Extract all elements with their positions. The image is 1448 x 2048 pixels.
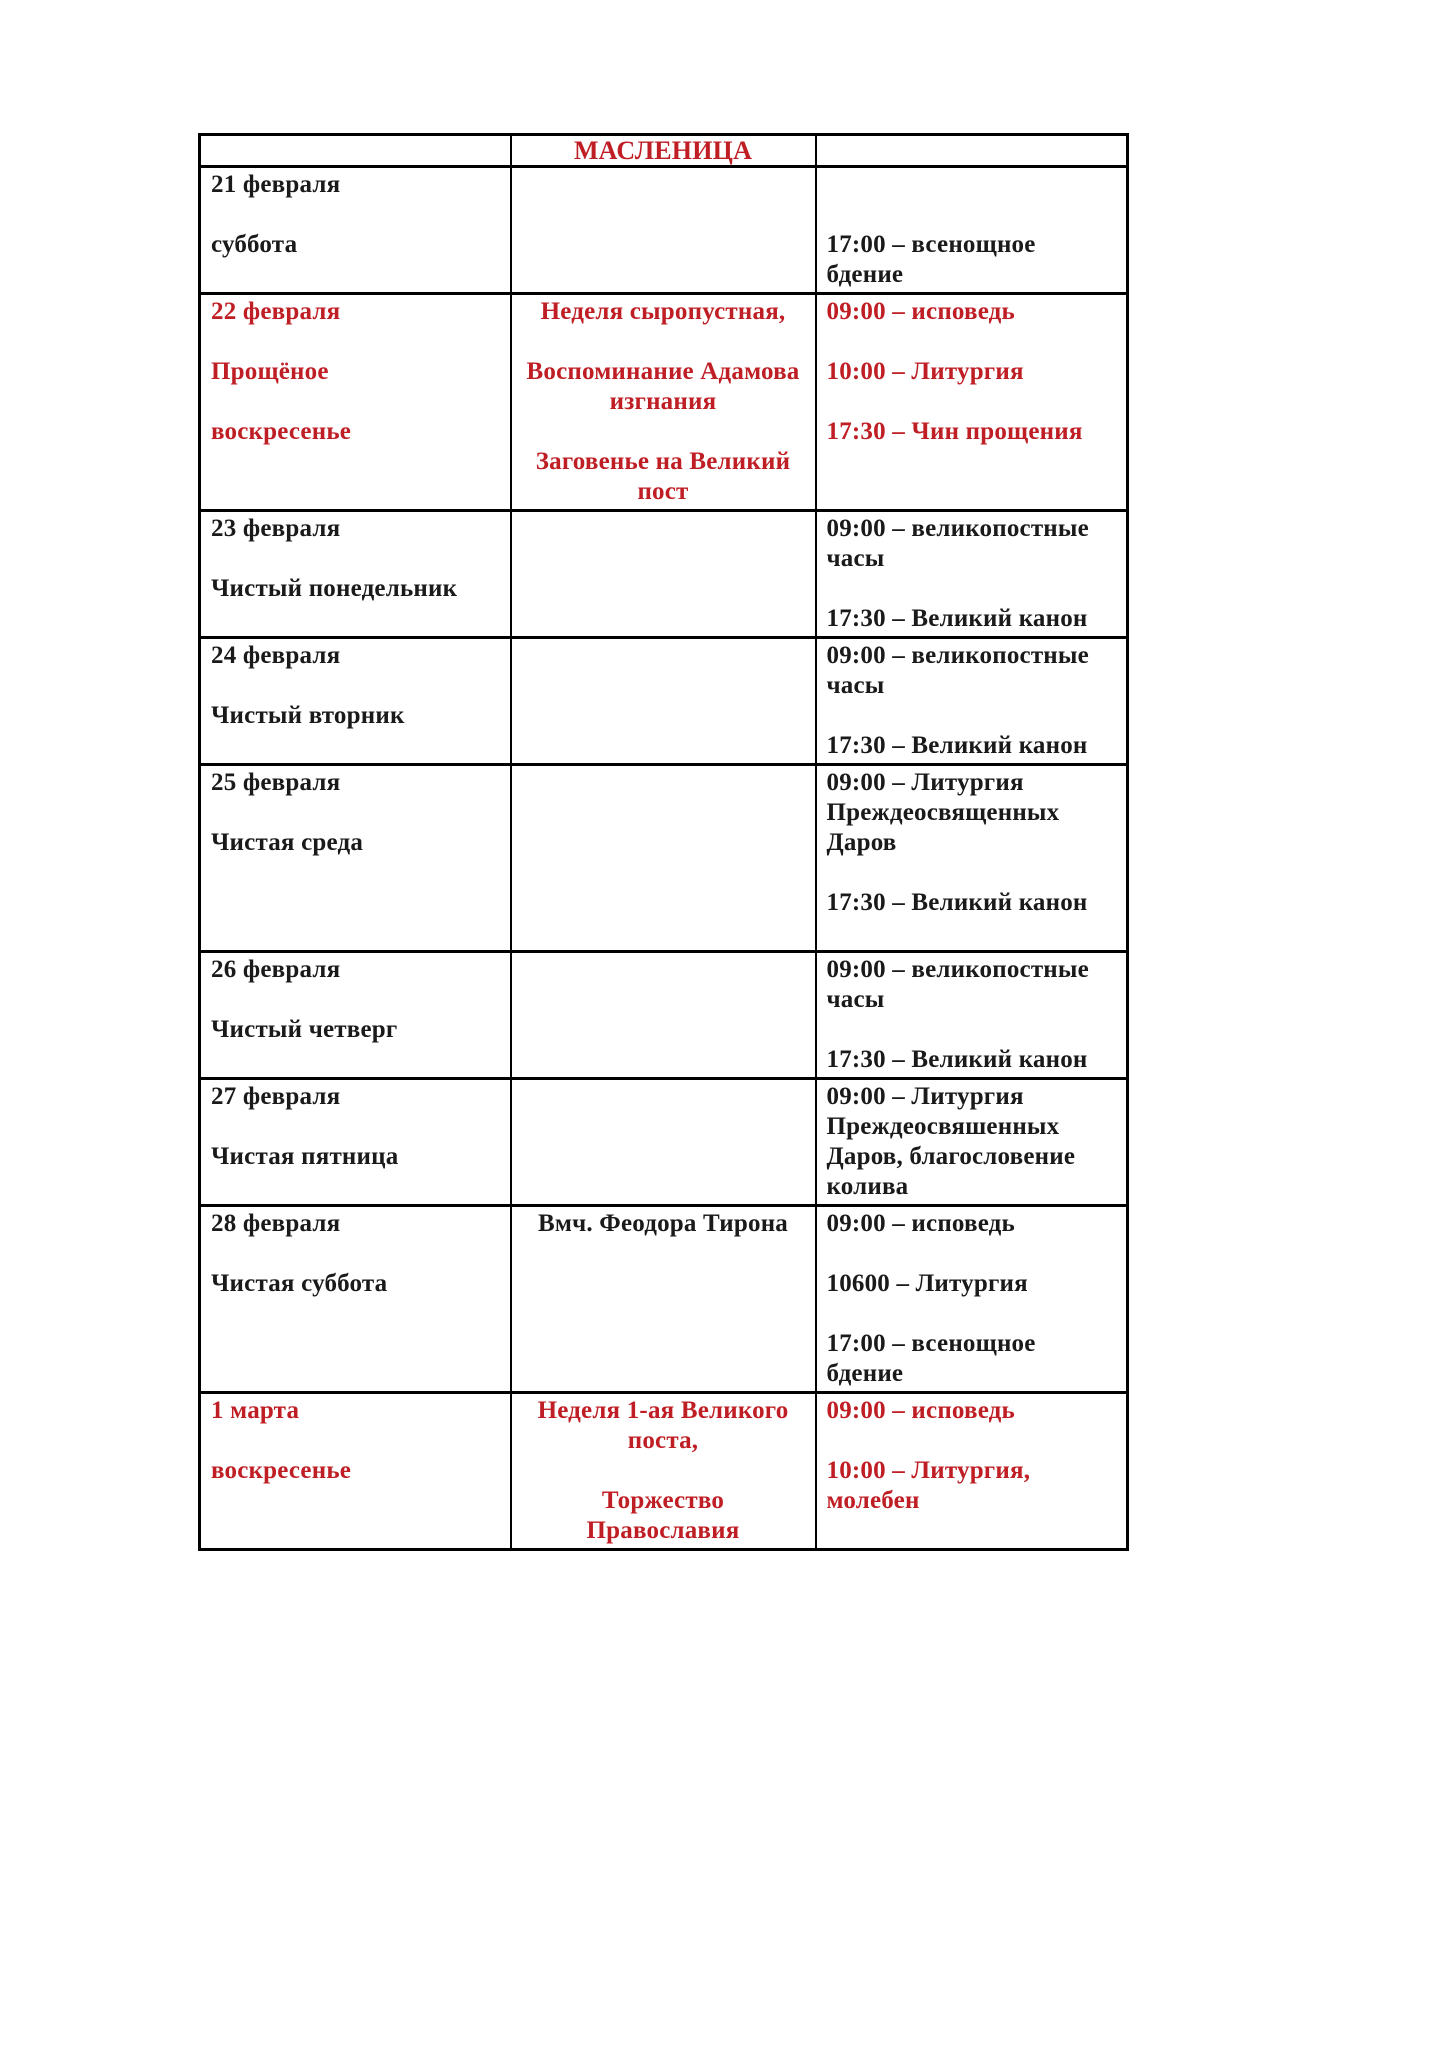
date-cell [200, 638, 511, 765]
table-row [200, 167, 1128, 294]
text-line: 17:30 – Великий канон [826, 732, 1088, 759]
text-line [211, 1426, 500, 1456]
text-line [827, 387, 1117, 417]
date-cell [200, 135, 511, 167]
text-line: 10:00 – Литургия, [826, 1457, 1031, 1484]
text-line [827, 1426, 1117, 1456]
date-cell [200, 765, 511, 952]
text-line: Заговенье на Великий [535, 448, 791, 475]
season-header-cell [511, 135, 816, 167]
date-cell [200, 952, 511, 1079]
services-cell [816, 1206, 1128, 1393]
services-cell [816, 1079, 1128, 1206]
text-line: суббота [211, 231, 298, 258]
text-line: Неделя сыропустная, [540, 298, 786, 325]
table-row [200, 952, 1128, 1079]
text-line: Даров, благословение [826, 1143, 1076, 1170]
feast-cell [511, 1206, 816, 1393]
text-line: Воспоминание Адамова [526, 358, 800, 385]
text-line: часы [826, 672, 885, 699]
text-line: 10600 – Литургия [826, 1270, 1028, 1297]
text-line [827, 170, 1117, 200]
text-line: часы [826, 986, 885, 1013]
feast-cell [511, 952, 816, 1079]
feast-cell [511, 167, 816, 294]
table-row [200, 1206, 1128, 1393]
services-cell [816, 638, 1128, 765]
text-line [827, 574, 1117, 604]
text-line [211, 985, 500, 1015]
table-row [200, 638, 1128, 765]
text-line: изгнания [609, 388, 717, 415]
season-header: МАСЛЕНИЦА [573, 136, 753, 165]
text-line: 17:00 – всенощное [826, 1330, 1036, 1357]
text-line [827, 327, 1117, 357]
text-line: Чистый вторник [211, 702, 405, 729]
text-line [211, 671, 500, 701]
text-line [211, 1239, 500, 1269]
text-line: 17:30 – Чин прощения [826, 418, 1083, 445]
text-line: Чистая пятница [211, 1143, 399, 1170]
feast-cell [511, 1079, 816, 1206]
text-line [522, 327, 805, 357]
text-line: 26 февраля [211, 956, 341, 983]
text-line [522, 1456, 805, 1486]
text-line: 09:00 – исповедь [826, 298, 1015, 325]
text-line: Чистая суббота [211, 1270, 388, 1297]
text-line: 17:30 – Великий канон [826, 1046, 1088, 1073]
date-cell [200, 511, 511, 638]
feast-cell [511, 765, 816, 952]
table-row [200, 511, 1128, 638]
text-line [211, 387, 500, 417]
text-line: 10:00 – Литургия [826, 358, 1024, 385]
feast-cell [511, 638, 816, 765]
text-line: Православия [586, 1517, 740, 1544]
text-line: 09:00 – Литургия [826, 769, 1024, 796]
text-line: молебен [826, 1487, 920, 1514]
text-line [211, 327, 500, 357]
services-cell [816, 294, 1128, 511]
table-row [200, 1393, 1128, 1550]
text-line: Преждеосвяшенных [826, 1113, 1060, 1140]
services-cell [816, 135, 1128, 167]
text-line: Чистый понедельник [211, 575, 458, 602]
text-line: 17:30 – Великий канон [826, 889, 1088, 916]
text-line [827, 918, 1117, 948]
text-line [827, 701, 1117, 731]
text-line: Торжество [601, 1487, 725, 1514]
text-line: 09:00 – исповедь [826, 1397, 1015, 1424]
text-line [211, 200, 500, 230]
text-line: Даров [826, 829, 897, 856]
text-line: воскресенье [211, 1457, 352, 1484]
schedule-table [198, 133, 1129, 1551]
text-line: бдение [826, 1360, 904, 1387]
text-line: поста, [627, 1427, 699, 1454]
text-line: колива [826, 1173, 909, 1200]
text-line [827, 858, 1117, 888]
text-line [827, 1015, 1117, 1045]
services-cell [816, 952, 1128, 1079]
feast-cell [511, 511, 816, 638]
feast-cell [511, 1393, 816, 1550]
text-line: 21 февраля [211, 171, 341, 198]
table-row [200, 765, 1128, 952]
text-line: Неделя 1-ая Великого [537, 1397, 789, 1424]
text-line: 09:00 – исповедь [826, 1210, 1015, 1237]
text-line: Вмч. Феодора Тирона [537, 1210, 789, 1237]
text-line: часы [826, 545, 885, 572]
text-line: воскресенье [211, 418, 352, 445]
text-line: 09:00 – великопостные [826, 515, 1089, 542]
text-line: 24 февраля [211, 642, 341, 669]
date-cell [200, 1079, 511, 1206]
table-row [200, 294, 1128, 511]
text-line: 22 февраля [211, 298, 341, 325]
table-row [200, 1079, 1128, 1206]
text-line: 1 марта [211, 1397, 300, 1424]
text-line [827, 200, 1117, 230]
text-line: 09:00 – великопостные [826, 642, 1089, 669]
text-line [827, 1299, 1117, 1329]
text-line: Преждеосвященных [826, 799, 1060, 826]
text-line: 17:30 – Великий канон [826, 605, 1088, 632]
schedule-table-body [200, 135, 1128, 1550]
text-line: 25 февраля [211, 769, 341, 796]
scan-artifact-line [198, 1505, 201, 1519]
text-line [211, 1112, 500, 1142]
services-cell [816, 511, 1128, 638]
text-line: 09:00 – Литургия [826, 1083, 1024, 1110]
text-line: Чистая среда [211, 829, 364, 856]
services-cell [816, 1393, 1128, 1550]
services-cell [816, 167, 1128, 294]
text-line [827, 1239, 1117, 1269]
text-line: 27 февраля [211, 1083, 341, 1110]
date-cell [200, 167, 511, 294]
text-line [211, 544, 500, 574]
text-line: Чистый четверг [211, 1016, 398, 1043]
text-line: 23 февраля [211, 515, 341, 542]
date-cell [200, 1206, 511, 1393]
text-line [211, 798, 500, 828]
text-line: 09:00 – великопостные [826, 956, 1089, 983]
table-row [200, 135, 1128, 167]
services-cell [816, 765, 1128, 952]
date-cell [200, 1393, 511, 1550]
text-line: 28 февраля [211, 1210, 341, 1237]
text-line: Прощёное [211, 358, 329, 385]
text-line: пост [637, 478, 689, 505]
date-cell [200, 294, 511, 511]
feast-cell [511, 294, 816, 511]
text-line [522, 417, 805, 447]
text-line: 17:00 – всенощное бдение [826, 231, 1036, 288]
